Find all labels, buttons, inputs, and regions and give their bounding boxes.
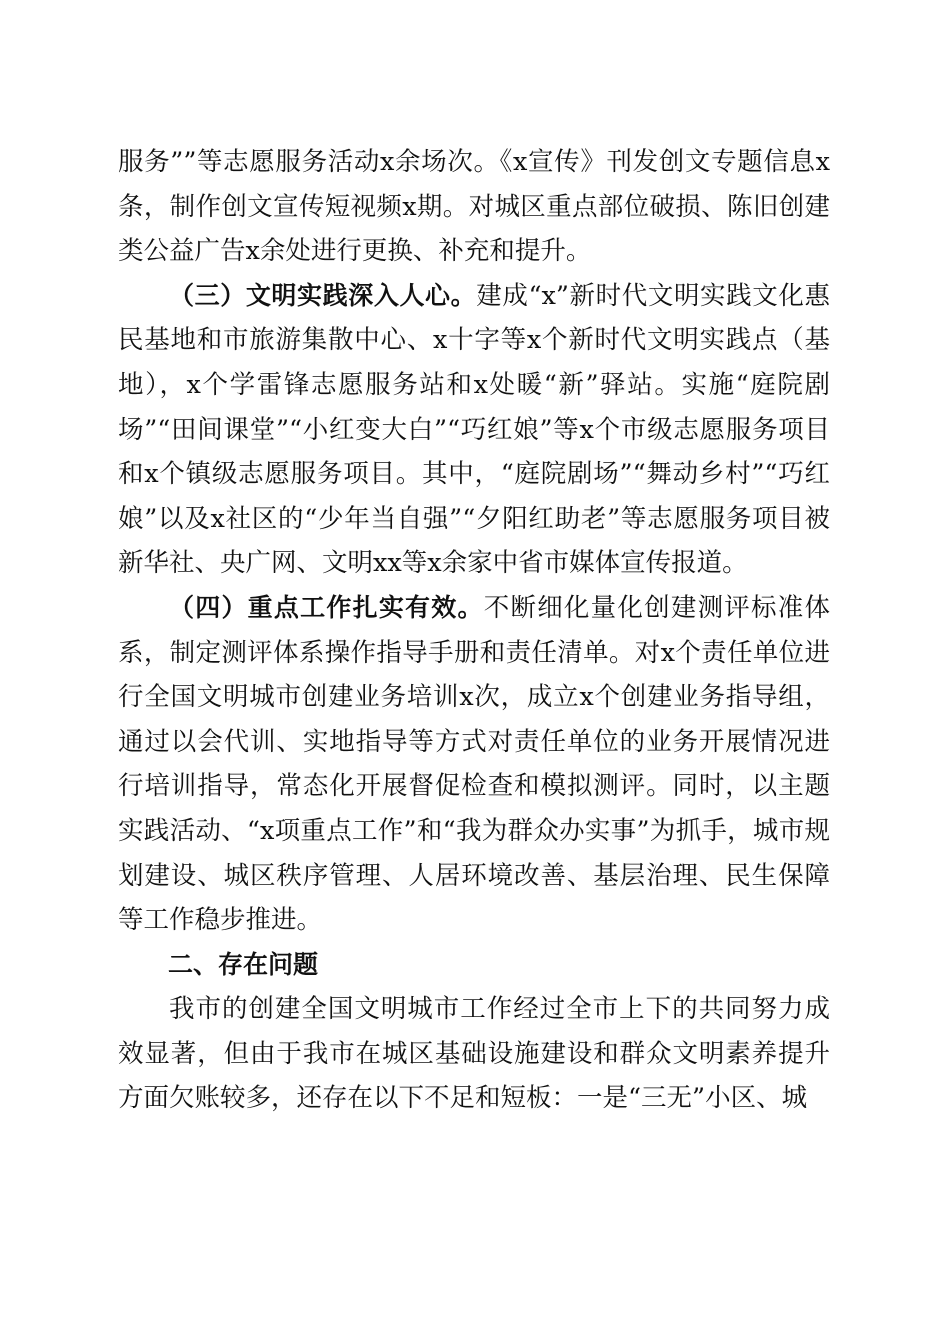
paragraph-civilization-practice — [118, 274, 830, 586]
paragraph-continuation — [118, 140, 830, 274]
section-heading-existing-problems: 二、存在问题 — [168, 949, 319, 979]
paragraph-text: 建成“x”新时代文明实践文化惠民基地和市旅游集散中心、x十字等x个新时代文明实践点（基地），x个学雷锋志愿服务站和x处暖“新”驿站。实施“庭院剧场”“田间课堂”“小红变大白”“巧红娘”等x个市级志愿服务项目和x个镇级志愿服务项目。其中，“庭院剧场”“舞动乡村”“巧红娘”以及x社区的“少年当自强”“夕阳红助老”等志愿服务项目被新华社、央广网、文明xx等x余家中省市媒体宣传报道。 — [118, 280, 830, 579]
paragraph-text: 不断细化量化创建测评标准体系，制定测评体系操作指导手册和责任清单。对x个责任单位进行全国文明城市创建业务培训x次，成立x个创建业务指导组，通过以会代训、实地指导等方式对责任单位的业务开展情况进行培训指导，常态化开展督促检查和模拟测评。同时，以主题实践活动、“x项重点工作”和“我为群众办实事”为抓手，城市规划建设、城区秩序管理、人居环境改善、基层治理、民生保障等工作稳步推进。 — [118, 592, 830, 936]
paragraph-key-work — [118, 586, 830, 943]
document-body — [118, 140, 830, 1121]
paragraph-lead-heading: （四）重点工作扎实有效。 — [169, 592, 484, 622]
paragraph-text: 我市的创建全国文明城市工作经过全市上下的共同努力成效显著，但由于我市在城区基础设施建设和群众文明素养提升方面欠账较多，还存在以下不足和短板：一是“三无”小区、城 — [118, 994, 830, 1114]
paragraph-lead-heading: （三）文明实践深入人心。 — [169, 280, 477, 310]
paragraph-problems-intro — [118, 987, 830, 1121]
paragraph-text: 服务””等志愿服务活动x余场次。《x宣传》刊发创文专题信息x条，制作创文宣传短视频x期。对城区重点部位破损、陈旧创建类公益广告x余处进行更换、补充和提升。 — [118, 147, 830, 267]
